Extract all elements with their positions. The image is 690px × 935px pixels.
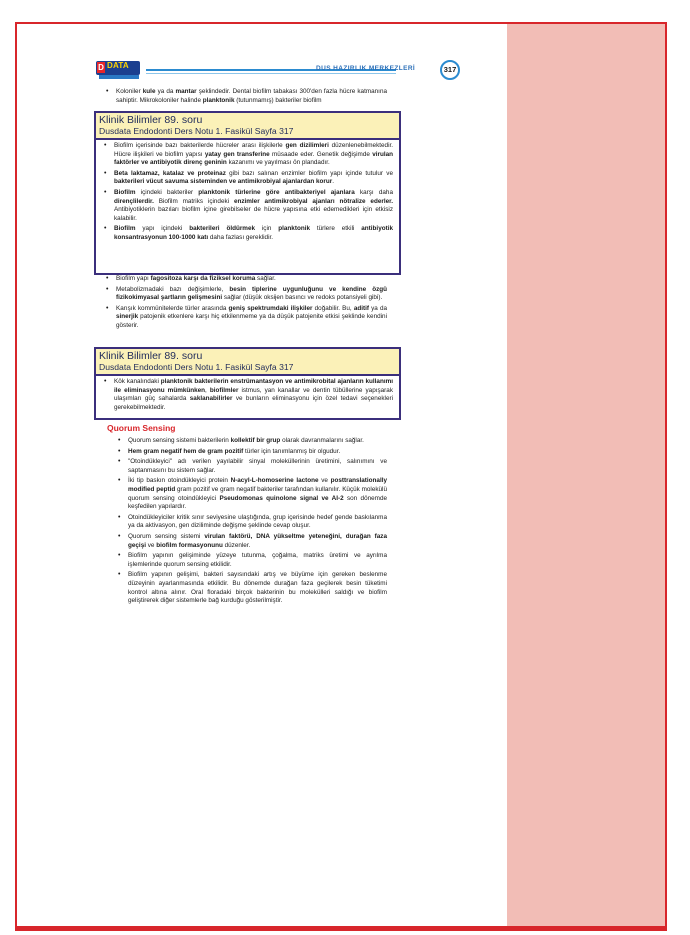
intro-section <box>104 88 387 107</box>
quorum-bullet-text: "Otoindükleyici" adı verilen yayılabilir sinyal moleküllerinin üretimini, salınımını ve saptanmasını bu sistem sağlar. <box>128 458 387 474</box>
intro-bullet-item <box>104 88 387 105</box>
callout2-bullet-text: , <box>205 386 210 394</box>
callout1-bullet-text: düzenlenebilmektedir. Hücre ilişkileri ve biofilm yapısı <box>114 142 394 158</box>
callout1-bullet-text: Beta laktamaz, katalaz ve proteinaz <box>114 169 226 177</box>
quorum-bullet-text: türler için tanımlanmış bir olgudur. <box>243 447 341 455</box>
middle-bullet-text: ya da <box>368 304 388 312</box>
right-margin-panel <box>507 24 665 926</box>
callout1-bullet-text: Biofilm <box>114 225 136 233</box>
intro-bullet-text: (tutunmamış) bakteriler biofilm <box>234 96 322 104</box>
callout-box-1 <box>94 111 401 275</box>
callout1-bullet-text: Biofilm matriks içindeki <box>153 197 234 205</box>
callout1-bullet-text: virulan faktörler ve antibiyotik direnç geninin <box>114 150 393 167</box>
middle-section <box>104 275 387 333</box>
quorum-bullet-item <box>116 477 387 511</box>
callout1-bullet-text: Antibiyotiklerin bazıları biofilm içine girebilseler de hücre yapısına etki edemedikleri için etkisiz kalabilir. <box>114 206 393 222</box>
quorum-bullet-text: ve <box>318 477 331 485</box>
middle-bullet-item <box>104 305 387 331</box>
quorum-bullet-text: Pseudomonas quinolone signal ve AI-2 <box>219 494 344 502</box>
intro-list <box>104 88 387 105</box>
quorum-bullet-item <box>116 571 387 605</box>
logo-text: DATA <box>107 61 129 70</box>
quorum-bullet-text: Hem gram negatif hem de gram pozitif <box>128 447 244 455</box>
quorum-bullet-item <box>116 533 387 550</box>
callout2-bullet-text: biofilmler <box>209 386 239 394</box>
callout2-bullet-text: saklanabilirler <box>189 395 233 403</box>
quorum-bullet-text: Biofilm yapının gelişimi, bakteri sayısındaki artış ve büyüme için gereken beslenme düzeyinin ayarlanmasında etkilidir. Bu dönemde durağan faza geçilerek besin tüketimi kontrol altına alınır. Oral floradaki birçok bakterinin bu molekülleri saldığı ve biofilm geliştirerek diğer sistemlerle bağ kurduğu gösterilmiştir. <box>128 571 387 605</box>
quorum-bullet-text: biofilm formasyonunu <box>156 541 223 549</box>
intro-bullet-text: planktonik <box>202 96 235 104</box>
quorum-bullet-item <box>116 514 387 531</box>
middle-bullet-text: geniş spektrumdaki ilişkiler <box>228 304 313 312</box>
callout1-bullet-text: dirençlilerdir. <box>114 197 154 205</box>
logo-subline <box>99 75 139 79</box>
callout-body-1 <box>96 140 399 247</box>
page-number: 317 <box>440 60 460 80</box>
middle-bullet-text: besin tiplerine uygunluğunu ve kendine özgü fizikokimyasal şartların gelişmesini <box>116 285 388 302</box>
quorum-bullet-item <box>116 458 387 475</box>
quorum-section <box>116 437 387 608</box>
callout1-bullet-text: planktonik türlerine göre antibakteriyel ajanlara <box>198 188 355 196</box>
callout2-bullet-text: Kök kanalındaki <box>114 378 161 385</box>
callout1-bullet-text: müsaade eder. Genetik değişimde <box>269 150 373 158</box>
callout-title-2: Klinik Bilimler 89. soru <box>99 350 203 362</box>
callout-list-2 <box>102 378 393 412</box>
quorum-bullet-text: kollektif bir grup <box>230 437 281 444</box>
intro-bullet-text: kule <box>142 88 156 95</box>
header-title: DUS HAZIRLIK MERKEZLERİ <box>316 65 416 72</box>
quorum-bullet-text: Quorum sensing sistemi bakterilerin <box>128 437 231 444</box>
callout1-bullet-text: karşı daha <box>354 188 393 196</box>
callout-header-1 <box>96 113 399 140</box>
quorum-bullet-text: Biofilm yapının gelişiminde yüzeye tutunma, çoğalma, matriks üretimi ve ayrılma işlemlerinde quorum sensing etkilidir. <box>128 552 387 568</box>
callout2-bullet-text: istmus, yan kanallar ve dentin tübüllerine yapışarak ulaşımları güç sahalarda <box>114 386 393 403</box>
quorum-bullet-text: ve <box>145 541 157 549</box>
quorum-bullet-text: olarak davranmalarını sağlar. <box>280 437 364 444</box>
quorum-bullet-item <box>116 437 387 446</box>
callout1-bullet-text: Biofilm içerisinde bazı bakterilerde hücreler arası ilişkilerle <box>114 142 286 149</box>
callout1-bullet-text: . <box>332 178 335 186</box>
callout1-bullet-text: bakterileri vücut savuma sisteminden ve antimikrobiyal ajanlardan korur <box>114 178 333 186</box>
page-header <box>96 60 466 82</box>
callout1-bullet-text: planktonik <box>278 225 310 233</box>
quorum-bullet-text: son dönemde keşfedilen yapılardır. <box>128 494 387 511</box>
quorum-bullet-item <box>116 448 387 457</box>
callout1-bullet-item <box>102 142 393 168</box>
middle-bullet-text: aditif <box>353 304 369 312</box>
callout1-bullet-text: yapı içindeki <box>135 225 190 233</box>
middle-bullet-text: Biofilm yapı <box>116 275 151 282</box>
intro-bullet-text: mantar <box>175 88 197 95</box>
callout2-bullet-text: ve bunların eliminasyonu için özel tedavi seçenekleri gerekebilmektedir. <box>114 395 393 411</box>
middle-bullet-text: sağlar. <box>255 275 276 282</box>
quorum-bullet-text: İki tip baskın otoindükleyici protein <box>128 477 231 485</box>
quorum-bullet-text: N-acyl-L-homoserine lactone <box>230 477 319 485</box>
callout1-bullet-item <box>102 170 393 187</box>
callout2-bullet-item <box>102 378 393 412</box>
callout1-bullet-text: daha fazlası gereklidir. <box>208 233 274 241</box>
quorum-list <box>116 437 387 606</box>
intro-bullet-text: şeklindedir. Dental biofilm tabakası 300'den fazla hücre katmanına sahiptir. Mikrokoloniler halinde <box>116 88 387 104</box>
callout-title-1: Klinik Bilimler 89. soru <box>99 114 203 126</box>
intro-bullet-text: ya da <box>155 88 176 95</box>
header-rule-light <box>146 73 396 74</box>
callout-subtitle-1: Dusdata Endodonti Ders Notu 1. Fasikül Sayfa 317 <box>99 126 294 136</box>
quorum-bullet-text: gram pozitif ve gram negatif bakteriler tarafından kullanılır. Küçük molekülü quorum sensing otoindükleyici <box>128 485 387 502</box>
callout1-bullet-item <box>102 189 393 223</box>
callout1-bullet-text: için <box>255 225 279 233</box>
middle-bullet-text: doğabilir. Bu, <box>312 304 354 312</box>
middle-bullet-text: fagositoza karşı da fiziksel koruma <box>150 275 256 282</box>
section-title-quorum: Quorum Sensing <box>107 423 176 433</box>
middle-bullet-text: sağlar (düşük oksijen basıncı ve redoks potansiyeli gibi). <box>222 294 383 302</box>
callout-list-1 <box>102 142 393 243</box>
callout2-bullet-text: planktonik bakterilerin enstrümantasyon ve antimikrobital ajanların kullanımı ile eliminasyonu mümkünken <box>114 378 393 394</box>
callout1-bullet-item <box>102 225 393 242</box>
callout1-bullet-text: Biofilm <box>114 188 136 196</box>
quorum-bullet-text: virulan faktörü, DNA yükseltme yeteneğini, durağan faza geçişi <box>128 532 387 549</box>
middle-bullet-text: sinerjik <box>116 313 139 321</box>
middle-bullet-item <box>104 275 387 284</box>
callout1-bullet-text: enzimler antimikrobiyal ajanları nötralize ederler. <box>233 197 394 205</box>
callout-body-2 <box>96 376 399 416</box>
callout1-bullet-text: antibiyotik konsantrasyonun 100-1000 katı <box>114 225 394 241</box>
callout-box-2 <box>94 347 401 420</box>
quorum-bullet-text: düzenler. <box>222 541 251 549</box>
middle-bullet-text: Karışık kommünitelerde türler arasında <box>116 304 229 312</box>
middle-bullet-text: patojenik etkenlere karşı hiç etkilenmeme ya da düşük patojenite etkisi şeklinde kendini gösterir. <box>116 313 387 329</box>
intro-bullet-text: Koloniler <box>116 88 143 95</box>
middle-bullet-item <box>104 286 387 303</box>
callout1-bullet-text: gibi bazı salınan enzimler biofilm yapı içinde tutulur ve <box>225 169 394 177</box>
middle-list <box>104 275 387 331</box>
middle-bullet-text: Metabolizmadaki bazı değişimlerle, <box>116 285 230 293</box>
callout-header-2 <box>96 349 399 376</box>
callout1-bullet-text: içindeki bakteriler <box>135 188 199 196</box>
dusdata-logo <box>96 60 140 80</box>
quorum-bullet-text: posttranslationally modified peptid <box>128 477 387 493</box>
callout1-bullet-text: türlere etkili <box>310 225 362 233</box>
logo-badge: D <box>98 63 104 72</box>
quorum-bullet-text: Quorum sensing sistemi <box>128 532 205 540</box>
callout-subtitle-2: Dusdata Endodonti Ders Notu 1. Fasikül Sayfa 317 <box>99 362 294 372</box>
quorum-bullet-item <box>116 552 387 569</box>
callout1-bullet-text: kazanımı ve yayılması ön plandadır. <box>226 159 330 167</box>
callout1-bullet-text: bakterileri öldürmek <box>189 225 255 233</box>
callout1-bullet-text: yatay gen transferine <box>204 150 270 158</box>
callout1-bullet-text: gen dizilimleri <box>285 142 329 149</box>
quorum-bullet-text: Otoindükleyiciler kritik sınır seviyesine ulaştığında, grup içerisinde hedef gende baskılanma ya da aktivasyon, gen diziliminde değişme şeklinde cevap oluşur. <box>128 513 387 530</box>
